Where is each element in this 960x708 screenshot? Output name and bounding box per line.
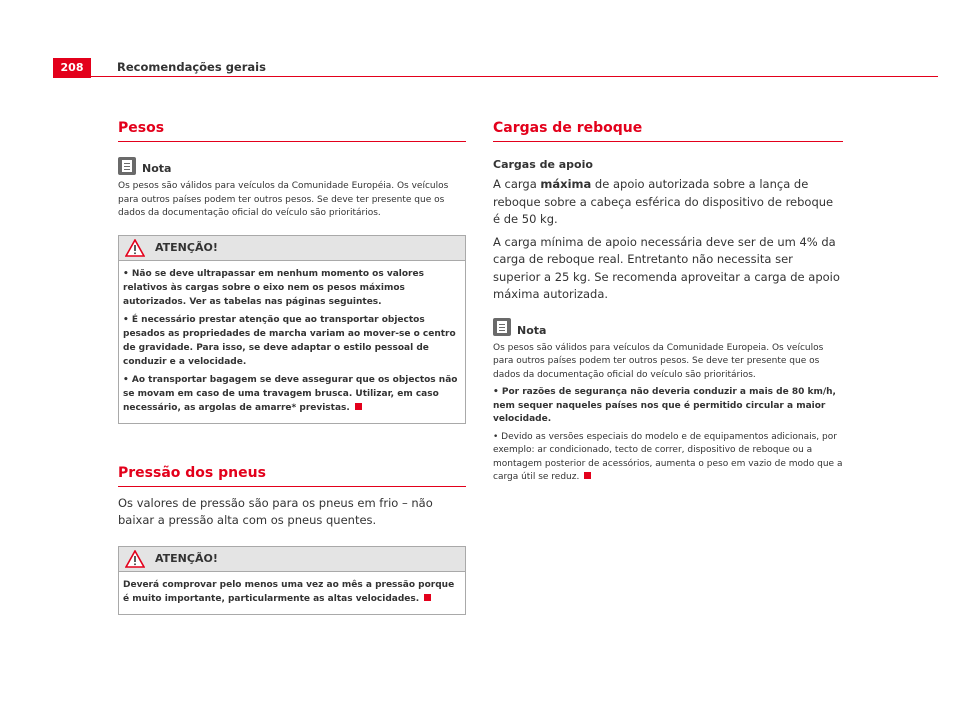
note-text: Os pesos são válidos para veículos da Comunidade Europeia. Os veículos para outros países podem ter outros pesos. Se deve ter presente que os dados da documentação oficial do veículo são prioritários. [493, 342, 824, 380]
warning-box-pressure [118, 546, 466, 615]
note-icon [118, 157, 136, 175]
note-body [118, 180, 466, 221]
warning-triangle-icon [125, 550, 145, 568]
warning-item: • Ao transportar bagagem se deve assegurar que os objectos não se movam em caso de uma travagem brusca. Utilizar, em caso necessário, as argolas de amarre* previstas. [123, 374, 458, 413]
warning-box-weights [118, 235, 466, 424]
warning-item: • Não se deve ultrapassar em nenhum momento os valores relativos às cargas sobre o eixo nem os pesos máximos autorizados. Ver as tabelas nas páginas seguintes. [123, 268, 424, 307]
section-title-pressure: Pressão dos pneus [118, 465, 466, 487]
subheading: Cargas de apoio [493, 158, 593, 171]
warning-body [119, 572, 465, 614]
paragraph-min-load: A carga mínima de apoio necessária deve ser de um 4% da carga de reboque real. Entretanto não necessita ser superior a 25 kg. Se recomenda aproveitar a carga de apoio máxima autorizada. [493, 234, 840, 301]
warning-triangle-icon [125, 239, 145, 257]
note-body [493, 342, 843, 485]
note-title: Nota [142, 162, 172, 175]
end-marker-icon [355, 403, 362, 410]
note-text: • Por razões de segurança não deveria conduzir a mais de 80 km/h, nem sequer naqueles países nos que é permitido circular a maior velocidade. [493, 387, 836, 424]
paragraph-max-load: A carga máxima de apoio autorizada sobre a lança de reboque sobre a cabeça esférica do dispositivo de reboque é de 50 kg. [493, 177, 834, 226]
note-text: • Devido as versões especiais do modelo e de equipamentos adicionais, por exemplo: ar condicionado, tecto de correr, dispositivo de reboque ou a montagem posterior de acessórios, aumenta o peso em vazio de modo que a carga útil se reduz. [493, 431, 843, 482]
note-icon [493, 318, 511, 336]
left-column [118, 120, 466, 615]
right-column [493, 120, 843, 489]
end-marker-icon [584, 472, 591, 479]
warning-item: Deverá comprovar pelo menos uma vez ao mês a pressão porque é muito importante, particularmente as altas velocidades. [123, 579, 455, 604]
header-rule [91, 76, 938, 77]
warning-header [119, 547, 465, 572]
pressure-text: Os valores de pressão são para os pneus em frio – não baixar a pressão alta com os pneus quentes. [118, 495, 433, 527]
note-header [493, 318, 843, 337]
warning-header [119, 236, 465, 261]
page-header [53, 58, 938, 78]
section-title-pesos: Pesos [118, 120, 466, 142]
section-title-towing: Cargas de reboque [493, 120, 843, 142]
note-title: Nota [517, 323, 547, 337]
note-header [118, 156, 466, 175]
warning-title: ATENÇÃO! [155, 241, 218, 254]
warning-title: ATENÇÃO! [155, 552, 218, 565]
end-marker-icon [424, 594, 431, 601]
header-title: Recomendações gerais [117, 60, 266, 74]
note-text: Os pesos são válidos para veículos da Comunidade Européia. Os veículos para outros países podem ter outros pesos. Se deve ter presente que os dados da documentação oficial do veículo são prioritários. [118, 181, 449, 218]
warning-item: • É necessário prestar atenção que ao transportar objectos pesados as propriedades de marcha variam ao mover-se o centro de gravidade. Para isso, se deve adaptar o estilo pessoal de conduzir e a velocidade. [123, 314, 456, 367]
warning-body [119, 261, 465, 423]
page-number: 208 [53, 58, 91, 78]
